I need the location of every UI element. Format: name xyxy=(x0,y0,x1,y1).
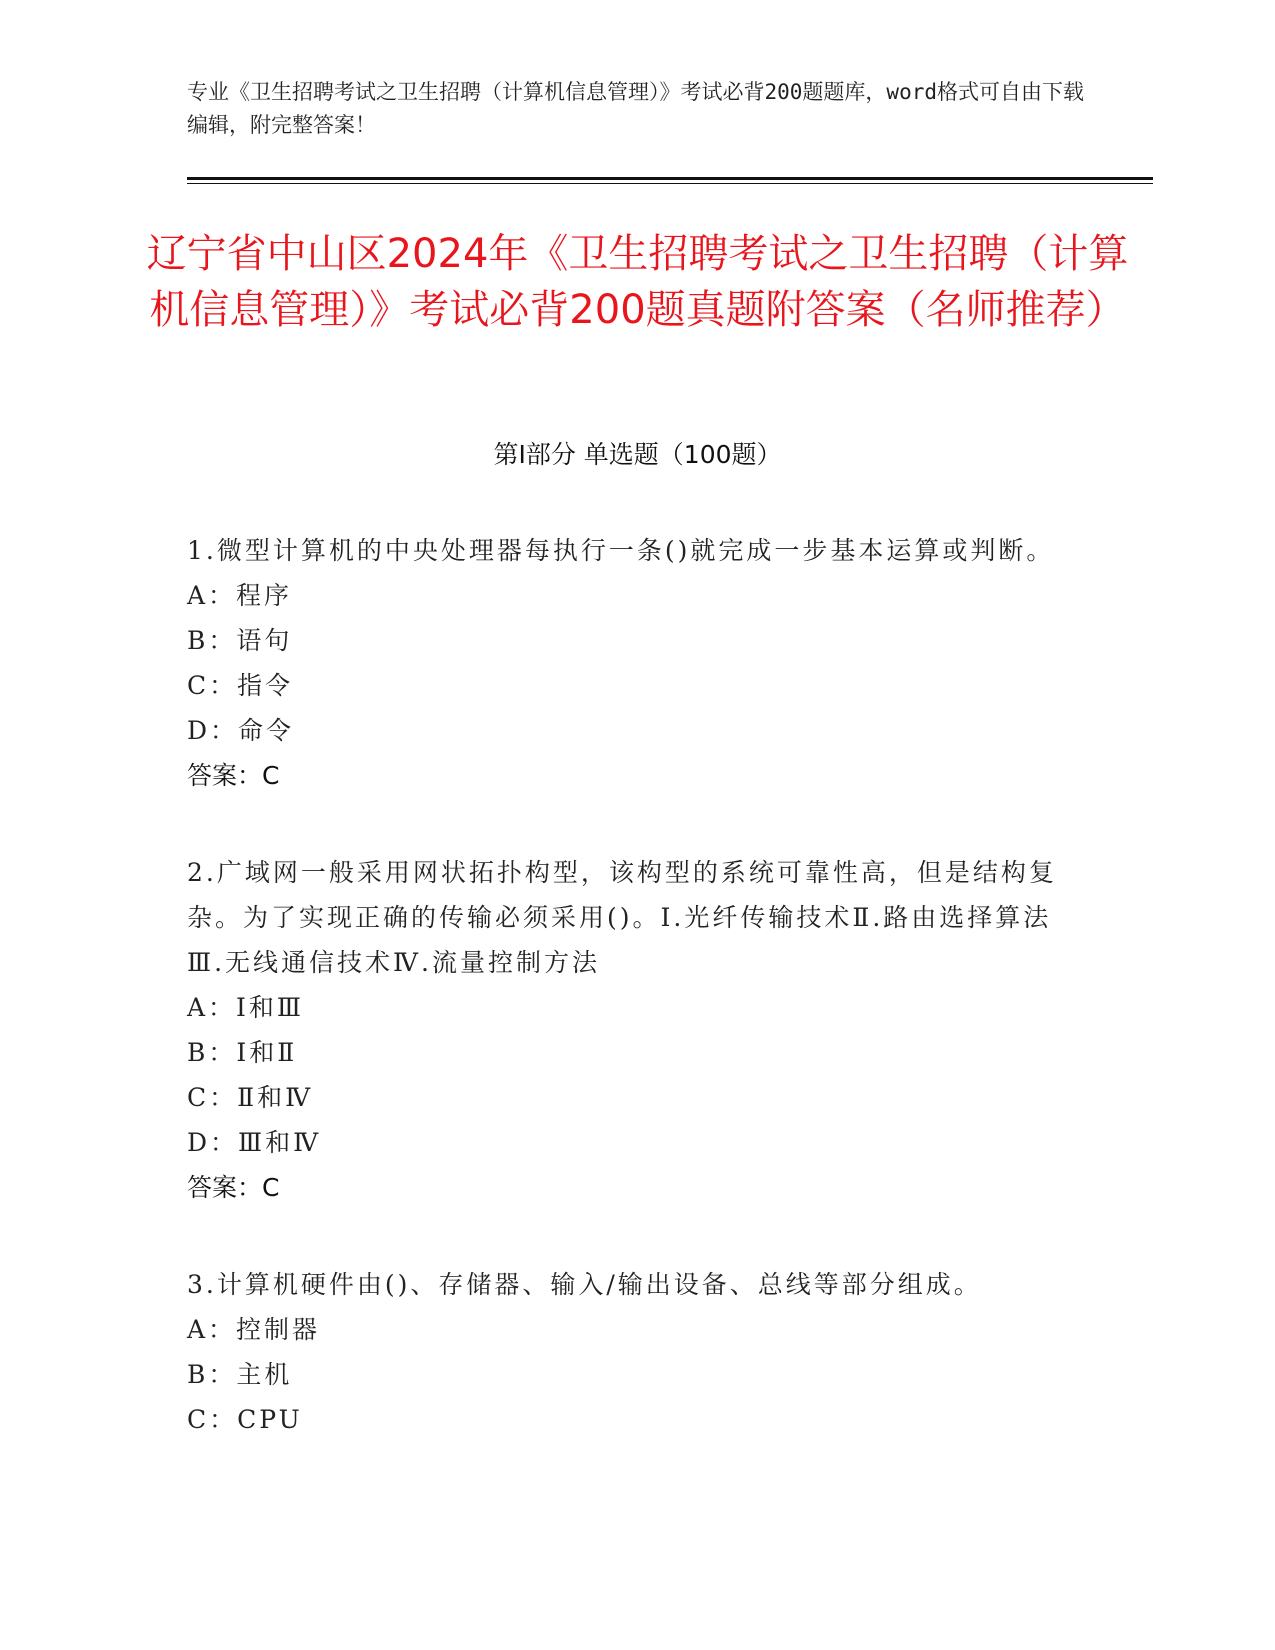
option-c: C：CPU xyxy=(187,1405,303,1434)
question-3 xyxy=(187,1262,1067,1442)
question-stem: 1.微型计算机的中央处理器每执行一条()就完成一步基本运算或判断。 xyxy=(187,536,1055,565)
section-title: 第Ⅰ部分 单选题（100题） xyxy=(493,440,782,469)
question-stem: 2.广域网一般采用网状拓扑构型，该构型的系统可靠性高，但是结构复杂。为了实现正确的传输必须采用()。Ⅰ.光纤传输技术Ⅱ.路由选择算法Ⅲ.无线通信技术Ⅳ.流量控制方法 xyxy=(187,858,1057,977)
header-divider-thin xyxy=(187,183,1153,184)
option-b: B：语句 xyxy=(187,626,293,655)
option-d: D：命令 xyxy=(187,716,295,745)
header-note: 专业《卫生招聘考试之卫生招聘（计算机信息管理）》考试必背200题题库，word格式可自由下载编辑，附完整答案！ xyxy=(187,80,1084,137)
option-a: A：Ⅰ和Ⅲ xyxy=(187,993,305,1022)
header-divider-thick xyxy=(187,177,1153,180)
option-c: C：Ⅱ和Ⅳ xyxy=(187,1083,314,1112)
question-1 xyxy=(187,528,1067,798)
option-b: B：主机 xyxy=(187,1360,293,1389)
option-a: A：程序 xyxy=(187,581,293,610)
option-b: B：Ⅰ和Ⅱ xyxy=(187,1038,298,1067)
option-d: D：Ⅲ和Ⅳ xyxy=(187,1128,322,1157)
question-2 xyxy=(187,850,1067,1210)
document-title: 辽宁省中山区2024年《卫生招聘考试之卫生招聘（计算机信息管理）》考试必背200题真题附答案（名师推荐） xyxy=(146,231,1129,333)
answer: 答案：C xyxy=(187,761,280,790)
question-stem: 3.计算机硬件由()、存储器、输入/输出设备、总线等部分组成。 xyxy=(187,1270,982,1299)
answer: 答案：C xyxy=(187,1173,280,1202)
option-a: A：控制器 xyxy=(187,1315,321,1344)
question-list xyxy=(187,528,1067,1494)
option-c: C：指令 xyxy=(187,671,294,700)
